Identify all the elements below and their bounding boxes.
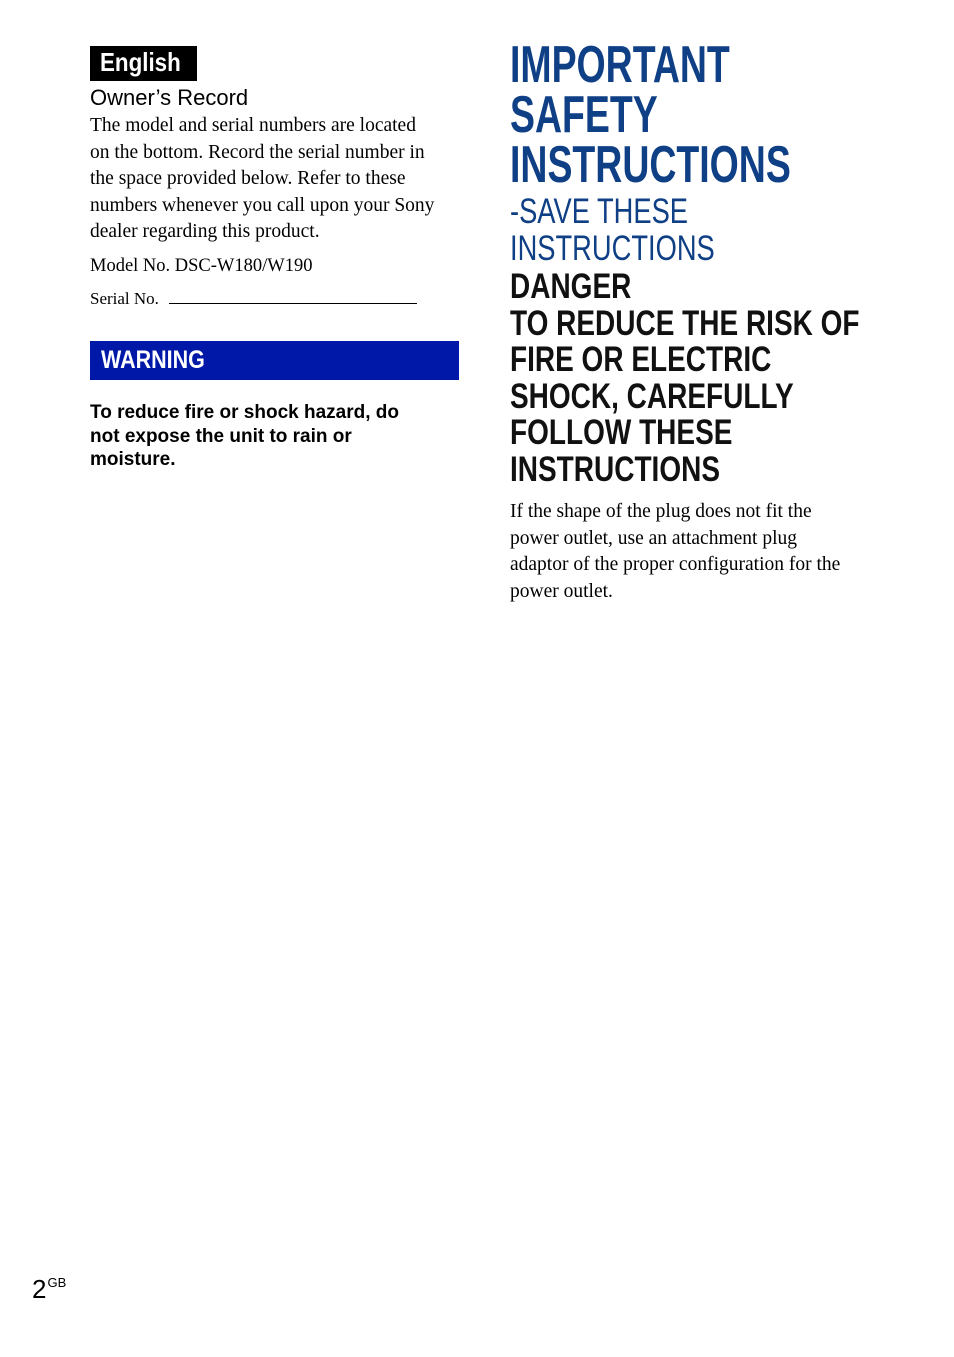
language-tab-label: English xyxy=(100,47,181,77)
danger-heading-text: TO REDUCE THE RISK OF xyxy=(510,303,860,343)
owners-record-line: on the bottom. Record the serial number in xyxy=(90,141,425,163)
danger-heading-line xyxy=(510,415,947,452)
safety-title-line xyxy=(510,86,900,144)
save-heading-line xyxy=(510,193,773,230)
serial-number-row xyxy=(90,287,417,311)
warning-banner xyxy=(90,341,459,380)
save-heading-line xyxy=(510,230,773,267)
owners-record-line: numbers whenever you call upon your Sony xyxy=(90,194,435,216)
safety-title-text: IMPORTANT xyxy=(510,36,730,94)
danger-heading-text: SHOCK, CAREFULLY xyxy=(510,376,794,416)
page-number-value: 2 xyxy=(32,1274,47,1304)
danger-heading-text: FIRE OR ELECTRIC xyxy=(510,340,772,380)
save-instructions-heading xyxy=(510,193,773,267)
safety-title-text: SAFETY xyxy=(510,86,658,144)
safety-title-line xyxy=(510,36,900,94)
plug-instructions-line: power outlet, use an attachment plug xyxy=(510,527,797,549)
page-number xyxy=(32,1268,66,1304)
serial-number-blank xyxy=(169,289,417,304)
danger-heading-line xyxy=(510,449,947,489)
plug-instructions-line: adaptor of the proper configuration for the xyxy=(510,554,841,576)
language-tab xyxy=(90,46,197,81)
owners-record-body xyxy=(90,113,462,246)
page-number-suffix: GB xyxy=(47,1275,67,1290)
save-heading-text: -SAVE THESE xyxy=(510,192,689,231)
warning-label: WARNING xyxy=(101,346,205,374)
owners-record-heading: Owner’s Record xyxy=(90,85,249,110)
warning-text xyxy=(90,401,460,472)
owners-record-line: The model and serial numbers are located xyxy=(90,115,416,136)
danger-heading-text: INSTRUCTIONS xyxy=(510,449,720,489)
save-heading-text: INSTRUCTIONS xyxy=(510,229,715,268)
safety-title-line xyxy=(510,136,900,194)
warning-text-line: not expose the unit to rain or xyxy=(90,425,352,447)
warning-text-line: moisture. xyxy=(90,449,176,471)
owners-record-line: dealer regarding this product. xyxy=(90,221,320,243)
serial-number-label: Serial No. xyxy=(90,289,159,308)
warning-text-line: To reduce fire or shock hazard, do xyxy=(90,402,399,423)
plug-instructions-line: If the shape of the plug does not fit the xyxy=(510,501,812,522)
safety-title-text: INSTRUCTIONS xyxy=(510,136,791,194)
danger-heading-line xyxy=(510,342,947,379)
danger-heading-text: FOLLOW THESE xyxy=(510,413,733,453)
danger-heading-text: DANGER xyxy=(510,267,632,306)
owners-record-line: the space provided below. Refer to these xyxy=(90,168,406,190)
danger-heading-line xyxy=(510,376,947,416)
model-number: Model No. DSC-W180/W190 xyxy=(90,256,313,276)
safety-title xyxy=(510,36,900,194)
plug-instructions xyxy=(510,499,880,605)
plug-instructions-line: power outlet. xyxy=(510,580,613,602)
danger-heading-line xyxy=(510,303,947,343)
danger-heading-line xyxy=(510,269,947,306)
danger-heading xyxy=(510,269,947,489)
